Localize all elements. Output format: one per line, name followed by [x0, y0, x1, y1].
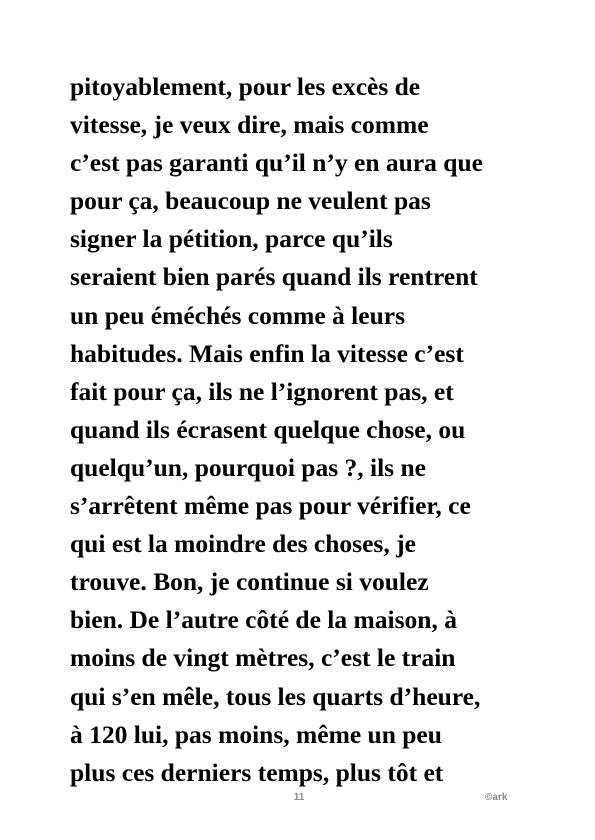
text-line: signer la pétition, parce qu’ils — [70, 224, 393, 254]
text-line: plus ces derniers temps, plus tôt et — [70, 757, 444, 787]
text-line: vitesse, je veux dire, mais comme — [70, 110, 429, 140]
text-line: pitoyablement, pour les excès de — [70, 72, 421, 101]
text-line: trouve. Bon, je continue si voulez — [70, 567, 429, 597]
body-text — [70, 68, 540, 792]
text-line: bien. De l’autre côté de la maison, à — [70, 605, 457, 635]
text-line: qui est la moindre des choses, je — [70, 529, 416, 559]
text-line: c’est pas garanti qu’il n’y en aura que — [70, 148, 483, 178]
text-line: quand ils écrasent quelque chose, ou — [70, 414, 466, 444]
text-line: à 120 lui, pas moins, même un peu — [70, 719, 442, 749]
text-line: quelqu’un, pourquoi pas ?, ils ne — [70, 452, 426, 482]
text-line: moins de vingt mètres, c’est le train — [70, 643, 456, 673]
text-line: pour ça, beaucoup ne veulent pas — [70, 186, 431, 216]
text-line: habitudes. Mais enfin la vitesse c’est — [70, 338, 464, 368]
text-line: qui s’en mêle, tous les quarts d’heure, — [70, 681, 481, 711]
text-line: fait pour ça, ils ne l’ignorent pas, et — [70, 376, 454, 406]
text-line: seraient bien parés quand ils rentrent — [70, 262, 478, 292]
text-line: s’arrêtent même pas pour vérifier, ce — [70, 491, 471, 521]
copyright-notice: ©ark — [485, 792, 508, 803]
text-line: un peu éméchés comme à leurs — [70, 300, 405, 330]
page-number: 11 — [293, 792, 305, 803]
